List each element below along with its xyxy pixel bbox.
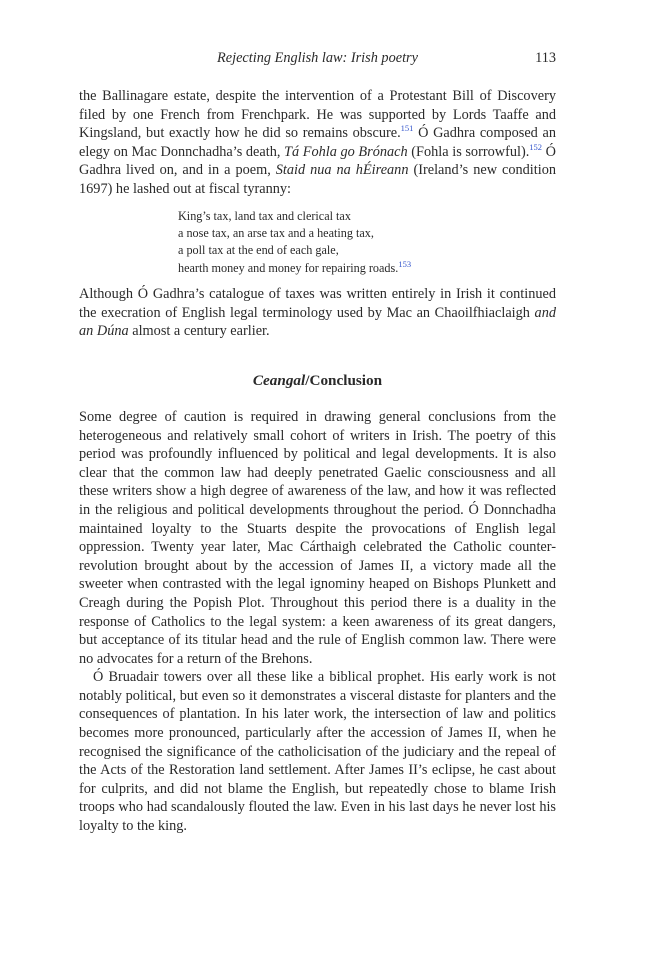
- page-number: 113: [535, 50, 556, 66]
- footnote-ref-153[interactable]: 153: [398, 258, 412, 269]
- para1-text-5: (Ireland’s new condition 1697) he lashed out at fiscal tyranny:: [79, 162, 556, 197]
- paragraph-ballinagare: [79, 87, 556, 199]
- footnote-ref-151[interactable]: 151: [400, 123, 414, 134]
- paragraph-conclusion-1: Some degree of caution is required in drawing general conclusions from the heterogeneous and relatively small cohort of writers in Irish. The poetry of this period was profoundly influenced by political and legal developments. It is also clear that the common law had deeply penetrated Gaelic consciousness and all these writers show a high degree of awareness of the law, and how it was reflected in the religious and political developments throughout the period. Ó Donnchadha maintained loyalty to the Stuarts despite the provocations of English legal oppression. Twenty year later, Mac Cárthaigh celebrated the Catholic counter-revolution brought about by the accession of James II, a victory made all the sweeter when contrasted with the legal ignominy heaped on Bishops Plunkett and Creagh during the Popish Plot. Throughout this period there is a duality in the response of Catholics to the legal system: a keen awareness of its great dangers, but acceptance of its titular head and the rule of English common law. There were no advocates for a return of the Brehons.: [79, 408, 556, 667]
- para1-text-3: (Fohla is sorrowful).: [407, 143, 530, 160]
- para2-text-2: almost a century earlier.: [128, 323, 270, 340]
- italic-and-an-duna: and an Dúna: [79, 304, 556, 340]
- running-title: Rejecting English law: Irish poetry: [217, 50, 418, 66]
- footnote-ref-152[interactable]: 152: [529, 142, 543, 153]
- quote-line-text: hearth money and money for repairing roads.: [178, 260, 399, 275]
- quote-line: a nose tax, an arse tax and a heating tax,: [178, 225, 374, 240]
- running-header: [79, 48, 556, 68]
- paragraph-catalogue: [79, 285, 556, 341]
- section-heading-conclusion: [79, 371, 556, 391]
- book-page: [79, 48, 556, 836]
- quote-line: a poll tax at the end of each gale,: [178, 243, 339, 258]
- para1-text-4: Ó Gadhra lived on, and in a poem,: [79, 143, 556, 179]
- section-heading-irish: Ceangal: [252, 371, 306, 389]
- body-text: [79, 87, 556, 836]
- quote-line-last: [178, 260, 556, 277]
- section-heading-english: /Conclusion: [305, 371, 383, 389]
- poem-title-staid-nua: Staid nua na hÉireann: [275, 162, 409, 179]
- para1-text-1: the Ballinagare estate, despite the intervention of a Protestant Bill of Discovery filed by one French from Frenchpark. He was supported by Lords Taaffe and Kingsland, but exactly how he did so remains obscure.: [79, 88, 556, 142]
- quote-line: King’s tax, land tax and clerical tax: [178, 208, 351, 223]
- poem-title-ta-fohla: Tá Fohla go Brónach: [284, 143, 408, 160]
- paragraph-conclusion-2: Ó Bruadair towers over all these like a biblical prophet. His early work is not notably political, but even so it demonstrates a visceral distaste for planters and the consequences of plantation. In his later work, the intersection of law and politics becomes more pronounced, particularly after the accession of James II, when he recognised the significance of the catholicisation of the judiciary and the repeal of the Acts of the Restoration land settlement. After James II’s eclipse, he cast about for culprits, and did not blame the English, but repeatedly chose to blame Irish troops who had scandalously flouted the law. Even in his last days he never lost his loyalty to the king.: [79, 669, 556, 835]
- para2-text-1: Although Ó Gadhra’s catalogue of taxes was written entirely in Irish it continued the execration of English legal terminology used by Mac an Chaoilfhiaclaigh: [79, 286, 556, 321]
- block-quote-taxes: [178, 208, 556, 278]
- para1-text-2: Ó Gadhra composed an elegy on Mac Donnchadha’s death,: [79, 125, 556, 160]
